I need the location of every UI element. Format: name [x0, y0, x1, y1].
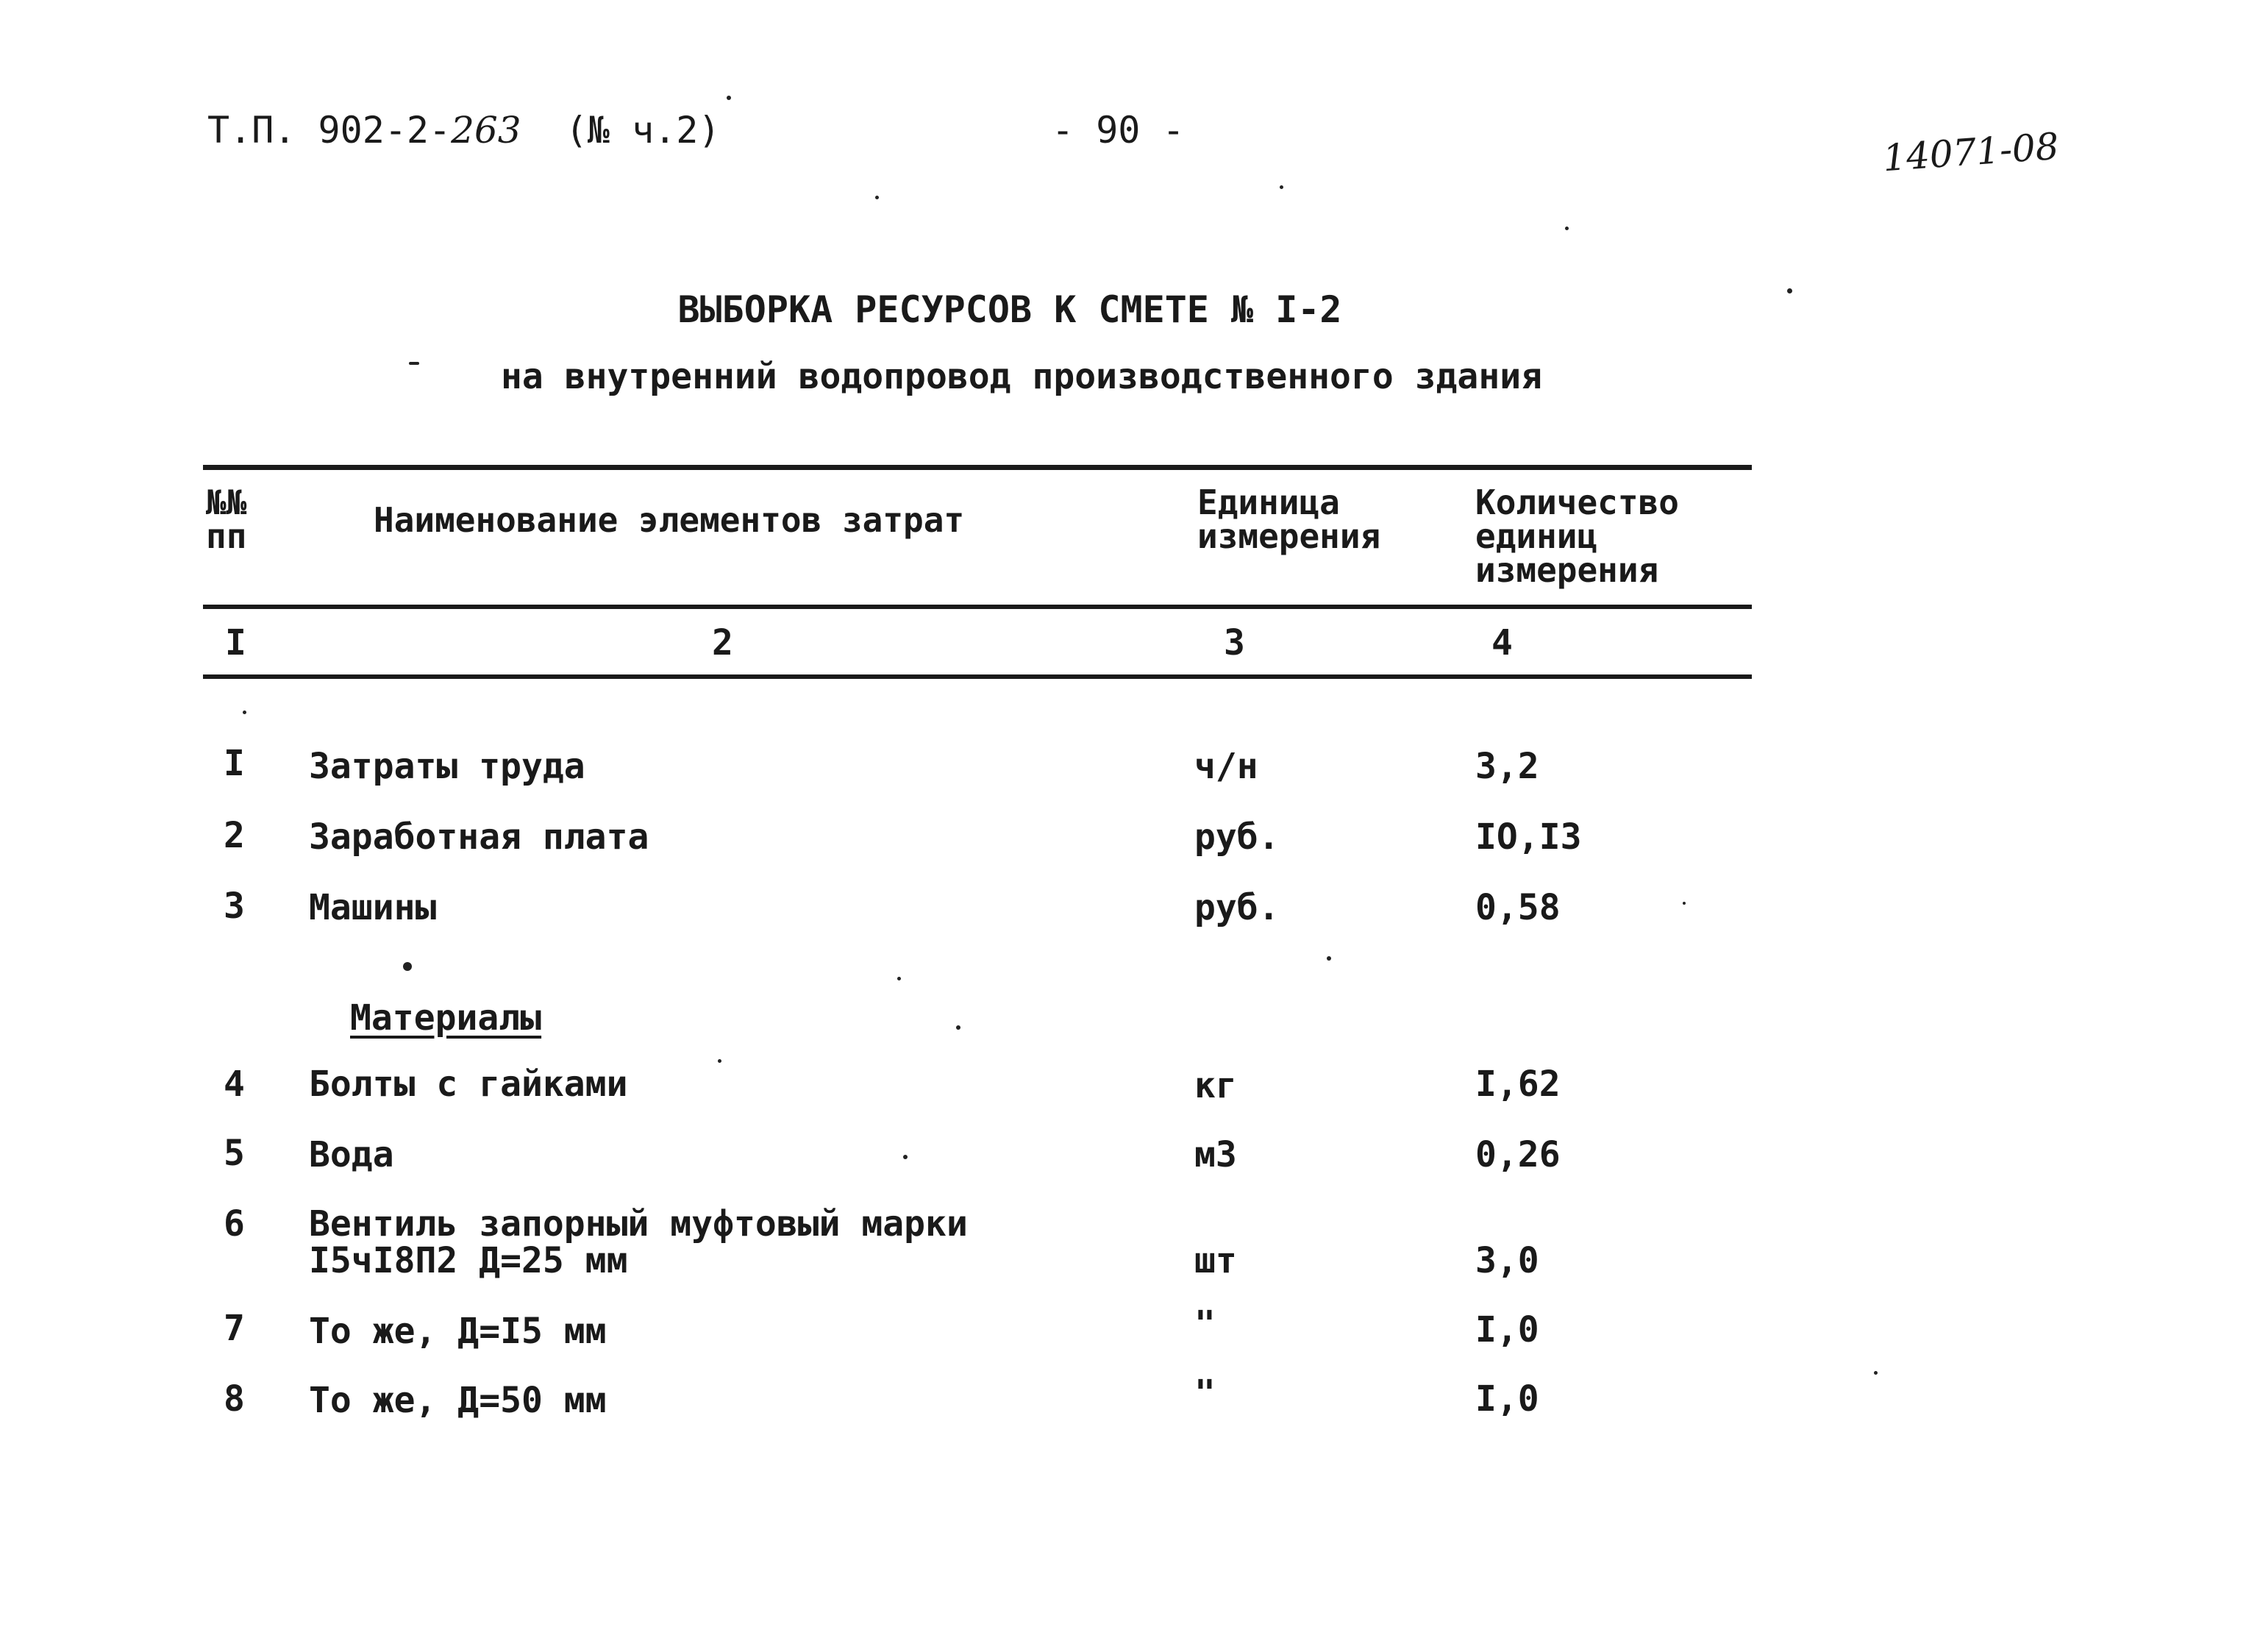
column-header-number: №№ пп	[206, 483, 247, 556]
column-number-1: I	[225, 622, 246, 663]
row-quantity: I,62	[1475, 1064, 1561, 1105]
handwritten-stamp: 14071-08	[1881, 124, 2061, 180]
column-header-quantity: Количество единиц измерения	[1475, 483, 1679, 590]
row-number: 6	[224, 1203, 245, 1245]
column-number-2: 2	[712, 622, 733, 663]
document-part: (№ ч.2)	[565, 109, 721, 152]
row-quantity: 0,26	[1475, 1134, 1561, 1175]
row-quantity: 3,0	[1475, 1240, 1539, 1281]
row-quantity: I,0	[1475, 1378, 1539, 1420]
row-name: Заработная плата	[309, 816, 649, 858]
scan-speck	[1280, 185, 1283, 189]
scan-speck	[1565, 227, 1569, 230]
row-number: 5	[224, 1133, 245, 1174]
column-header-name: Наименование элементов затрат	[374, 500, 965, 540]
table-colnum-rule	[203, 674, 1752, 679]
row-unit: руб.	[1194, 816, 1280, 858]
scan-speck	[1787, 288, 1792, 293]
row-number: 3	[224, 886, 245, 927]
column-number-4: 4	[1491, 622, 1513, 663]
section-label-materials: Материалы	[350, 997, 542, 1039]
scan-speck	[1327, 956, 1331, 961]
row-name: Машины	[309, 887, 437, 928]
page-number: - 90 -	[1052, 109, 1185, 152]
row-number: 2	[224, 815, 245, 856]
row-unit: руб.	[1194, 887, 1280, 928]
scan-speck	[903, 1155, 908, 1159]
row-number: 7	[224, 1308, 245, 1349]
scan-speck	[727, 96, 731, 100]
row-unit: "	[1194, 1372, 1216, 1414]
row-name-line1: Вентиль запорный муфтовый марки	[309, 1203, 968, 1245]
row-name-line2: I5чI8П2 Д=25 мм	[309, 1240, 628, 1281]
row-number: 4	[224, 1064, 245, 1105]
scan-speck	[409, 362, 419, 365]
page-title: ВЫБОРКА РЕСУРСОВ К СМЕТЕ № I-2	[677, 288, 1342, 331]
row-name: То же, Д=50 мм	[309, 1380, 607, 1421]
scan-speck	[875, 196, 879, 199]
scan-speck	[1683, 902, 1686, 905]
row-name: Болты с гайками	[309, 1064, 628, 1105]
scan-speck	[718, 1059, 721, 1063]
row-quantity: 3,2	[1475, 746, 1539, 787]
row-unit: ч/н	[1194, 746, 1258, 787]
row-quantity: IO,I3	[1475, 816, 1582, 858]
column-header-unit: Единица измерения	[1197, 483, 1381, 556]
page-subtitle: на внутренний водопровод производственного здания	[500, 356, 1543, 397]
scan-speck	[897, 977, 901, 980]
scan-speck	[403, 962, 412, 971]
row-unit: "	[1194, 1303, 1216, 1345]
document-code-prefix: Т.П. 902-2-	[207, 109, 452, 152]
document-code-handwritten: 263	[451, 109, 521, 152]
row-unit: шт	[1194, 1240, 1237, 1281]
column-number-3: 3	[1224, 622, 1245, 663]
row-unit: кг	[1194, 1065, 1237, 1106]
row-number: 8	[224, 1378, 245, 1420]
table-top-rule	[203, 465, 1752, 470]
scan-speck	[956, 1025, 960, 1030]
scan-speck	[1874, 1371, 1878, 1375]
document-code	[207, 109, 721, 152]
scan-speck	[243, 711, 246, 714]
row-name: Вода	[309, 1134, 394, 1175]
row-quantity: 0,58	[1475, 887, 1561, 928]
row-number: I	[224, 743, 245, 784]
row-name: Затраты труда	[309, 746, 585, 787]
row-quantity: I,0	[1475, 1309, 1539, 1350]
row-name: То же, Д=I5 мм	[309, 1311, 607, 1352]
row-unit: м3	[1194, 1134, 1237, 1175]
table-header-rule	[203, 605, 1752, 609]
